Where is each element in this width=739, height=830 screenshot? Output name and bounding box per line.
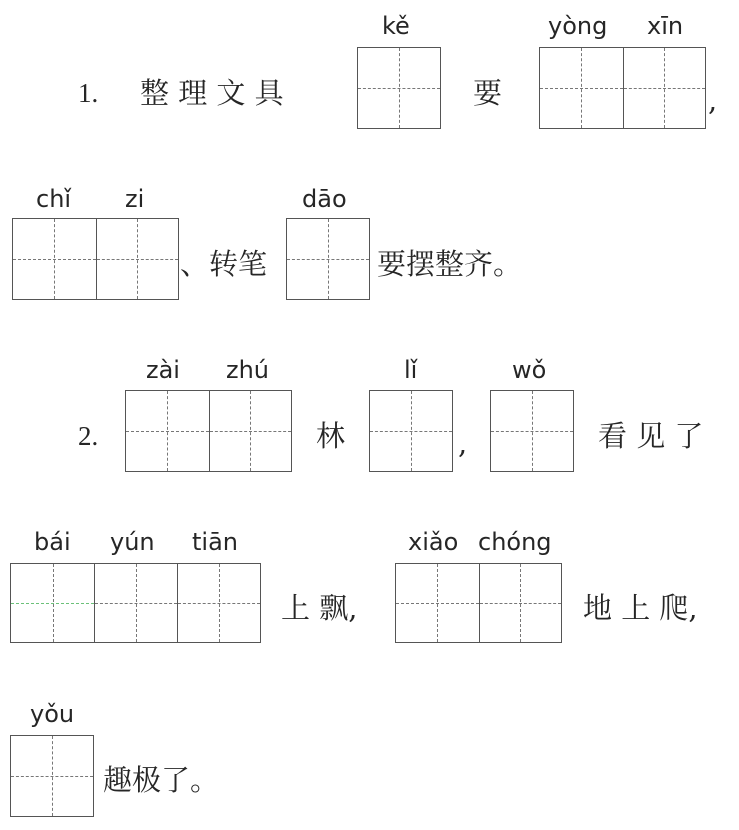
answer-box-chizi[interactable] xyxy=(12,218,179,300)
writing-cell[interactable] xyxy=(396,564,479,642)
writing-cell[interactable] xyxy=(94,564,177,642)
pinyin-zi: zi xyxy=(125,185,145,213)
answer-box-xiaochong[interactable] xyxy=(395,563,562,643)
writing-cell[interactable] xyxy=(370,391,452,471)
pinyin-zai: zài xyxy=(146,356,180,384)
pinyin-chong: chóng xyxy=(478,528,552,556)
question-number-1: 1. xyxy=(78,78,99,108)
q2-text-c: 看 见 了 xyxy=(598,419,704,453)
answer-box-wo[interactable] xyxy=(490,390,574,472)
pinyin-chi: chǐ xyxy=(36,185,72,213)
pinyin-xiao: xiǎo xyxy=(408,528,459,556)
pinyin-bai: bái xyxy=(34,528,71,556)
answer-box-dao[interactable] xyxy=(286,218,370,300)
answer-box-ke[interactable] xyxy=(357,47,441,129)
q2-text-d: 上 飘, xyxy=(281,591,358,625)
answer-box-li[interactable] xyxy=(369,390,453,472)
writing-cell[interactable] xyxy=(177,564,260,642)
writing-cell[interactable] xyxy=(11,736,93,816)
q1-punct-comma: , xyxy=(708,83,718,117)
pinyin-zhu: zhú xyxy=(226,356,270,384)
q1-text-c: 、转笔 xyxy=(180,247,268,281)
writing-cell[interactable] xyxy=(96,219,179,299)
pinyin-yun: yún xyxy=(110,528,155,556)
pinyin-you: yǒu xyxy=(30,700,75,728)
q1-text-d: 要摆整齐。 xyxy=(377,247,523,281)
answer-box-you[interactable] xyxy=(10,735,94,817)
q2-text-f: 趣极了。 xyxy=(103,763,220,797)
writing-cell[interactable] xyxy=(126,391,209,471)
question-number-2: 2. xyxy=(78,421,99,451)
q2-punct-comma: , xyxy=(458,426,468,460)
q2-text-a: 林 xyxy=(316,419,346,453)
pinyin-wo: wǒ xyxy=(512,356,547,384)
pinyin-xin: xīn xyxy=(647,12,684,40)
answer-box-baiyuntian[interactable] xyxy=(10,563,261,643)
writing-cell[interactable] xyxy=(209,391,292,471)
writing-cell[interactable] xyxy=(491,391,573,471)
writing-cell[interactable] xyxy=(623,48,706,128)
answer-box-yongxin[interactable] xyxy=(539,47,706,129)
writing-cell[interactable] xyxy=(11,564,94,642)
pinyin-ke: kě xyxy=(382,12,410,40)
pinyin-li: lǐ xyxy=(404,356,418,384)
q2-text-e: 地 上 爬, xyxy=(583,591,698,625)
writing-cell[interactable] xyxy=(540,48,623,128)
writing-cell[interactable] xyxy=(287,219,369,299)
pinyin-yong: yòng xyxy=(548,12,608,40)
pinyin-tian: tiān xyxy=(192,528,238,556)
answer-box-zaizhu[interactable] xyxy=(125,390,292,472)
q1-text-a: 整 理 文 具 xyxy=(140,76,284,110)
writing-cell[interactable] xyxy=(358,48,440,128)
pinyin-dao: dāo xyxy=(302,185,347,213)
q1-text-b: 要 xyxy=(473,76,503,110)
writing-cell[interactable] xyxy=(13,219,96,299)
writing-cell[interactable] xyxy=(479,564,562,642)
